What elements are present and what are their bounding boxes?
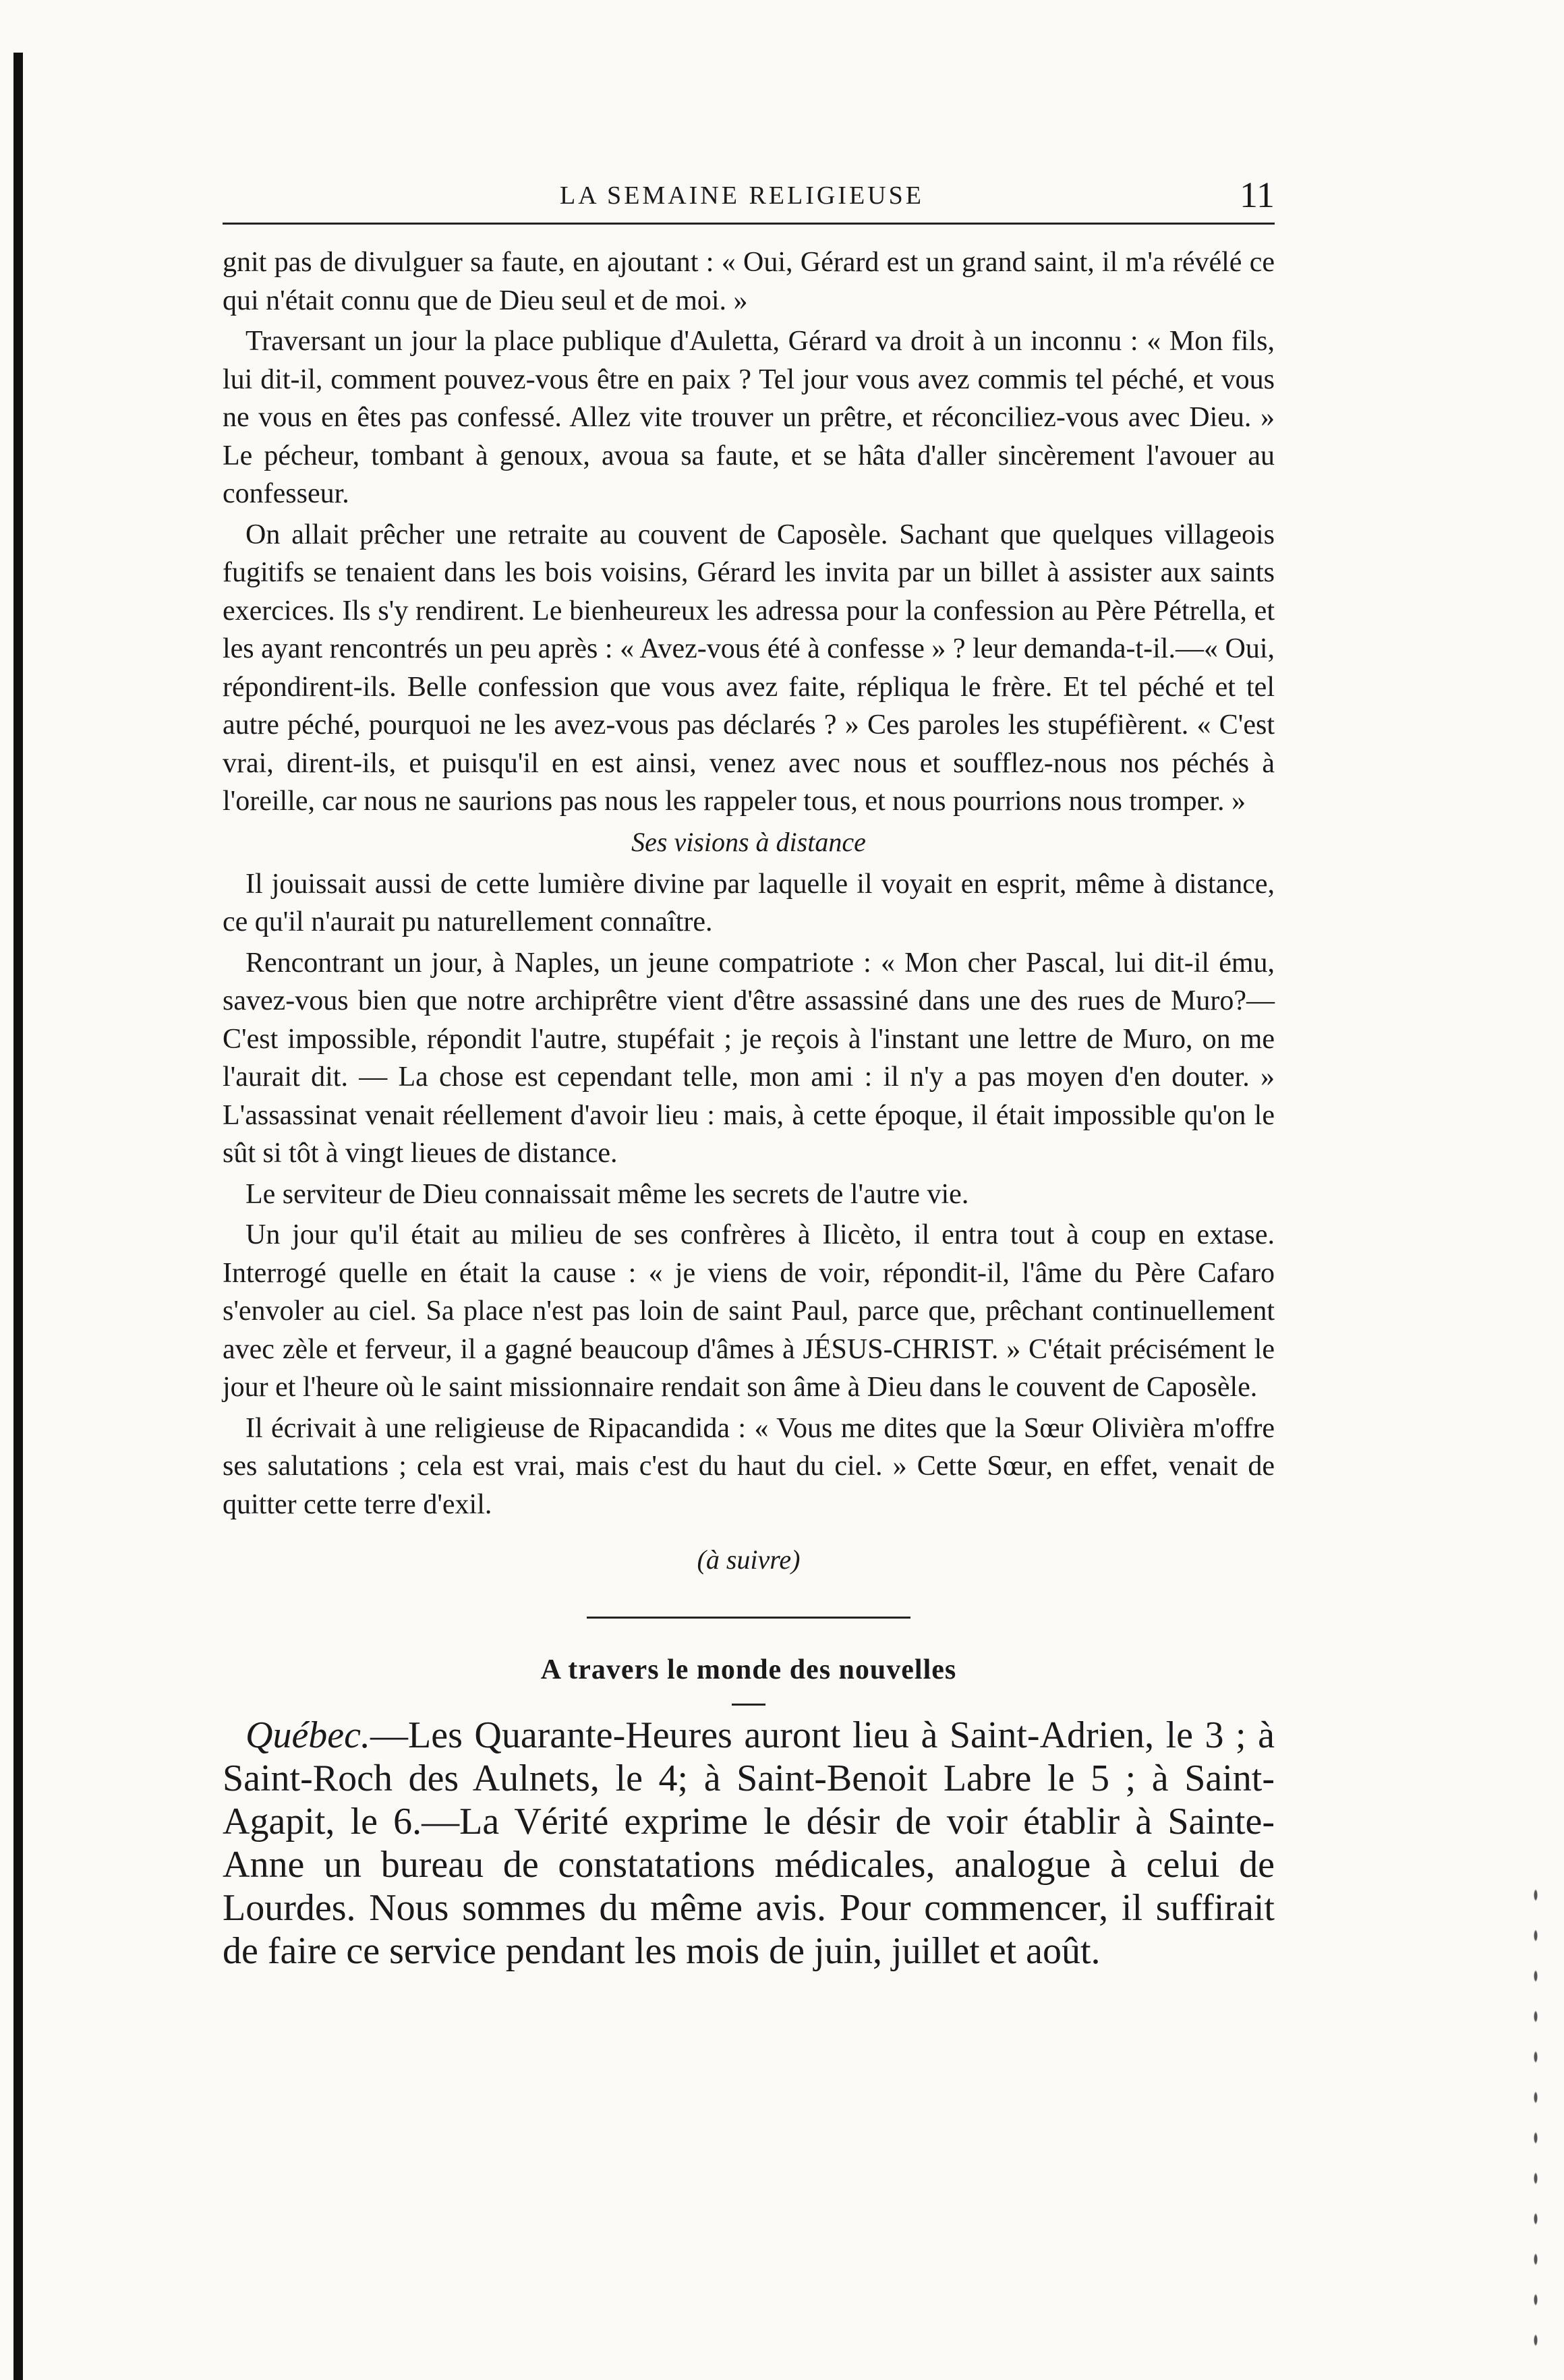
running-title: LA SEMAINE RELIGIEUSE (560, 181, 924, 210)
paragraph: On allait prêcher une retraite au couvent de Caposèle. Sachant que quelques villageois fugitifs se tenaient dans les bois voisins, Gérard les invita par un billet à assister aux saints exercices. Ils s'y rendirent. Le bienheureux les adressa pour la confession au Père Pétrella, et les ayant rencontrés un peu après : « Avez-vous été à confesse » ? leur demanda-t-il.—« Oui, répondirent-ils. Belle confession que vous avez faite, répliqua le frère. Et tel péché et tel autre péché, pourquoi ne les avez-vous pas déclarés ? » Ces paroles les stupéfièrent. « C'est vrai, dirent-ils, et puisqu'il en est ainsi, venez avec nous et soufflez-nous nos péchés à l'oreille, car nous ne saurions pas nous les rappeler tous, et nous pourrions nous tromper. » (223, 519, 1275, 817)
section-subheading: Ses visions à distance (631, 826, 866, 857)
news-body (223, 1714, 1275, 1973)
news-lead: Québec. (245, 1714, 371, 1756)
heading-rule (732, 1704, 765, 1706)
paragraph: Le serviteur de Dieu connaissait même les secrets de l'autre vie. (245, 1178, 969, 1210)
margin-specks (1529, 1875, 1542, 2347)
news-paragraph (223, 1714, 1275, 1973)
scan-edge-bar (13, 53, 23, 2380)
article-body (223, 243, 1275, 1579)
running-header (223, 169, 1275, 225)
paragraph: Traversant un jour la place publique d'Auletta, Gérard va droit à un inconnu : « Mon fils, lui dit-il, comment pouvez-vous être en paix ? Tel jour vous avez commis tel péché, et vous ne vous en êtes pas confessé. Allez vite trouver un prêtre, et réconciliez-vous avec Dieu. » Le pécheur, tombant à genoux, avoua sa faute, et se hâta d'aller sincèrement l'avouer au confesseur. (223, 326, 1275, 509)
paragraph: gnit pas de divulguer sa faute, en ajoutant : « Oui, Gérard est un grand saint, il m'a révélé ce qui n'était connu que de Dieu seul et de moi. » (223, 247, 1275, 316)
paragraph: Rencontrant un jour, à Naples, un jeune compatriote : « Mon cher Pascal, lui dit-il ému, savez-vous bien que notre archiprêtre vient d'être assassiné dans une des rues de Muro?—C'est impossible, répondit l'autre, stupéfait ; je reçois à l'instant une lettre de Muro, on me l'aurait dit. — La chose est cependant telle, mon ami : il n'y a pas moyen d'en douter. » L'assassinat venait réellement d'avoir lieu : mais, à cette époque, il était impossible qu'on le sût si tôt à vingt lieues de distance. (223, 947, 1275, 1169)
paragraph: Il écrivait à une religieuse de Ripacandida : « Vous me dites que la Sœur Olivièra m'offre ses salutations ; cela est vrai, mais c'est du haut du ciel. » Cette Sœur, en effet, venait de quitter cette terre d'exil. (223, 1412, 1275, 1520)
news-text: —Les Quarante-Heures auront lieu à Saint-Adrien, le 3 ; à Saint-Roch des Aulnets, le 4; à Saint-Benoit Labre le 5 ; à Saint-Agapit, le 6.—La Vérité exprime le désir de voir établir à Sainte-Anne un bureau de constatations médicales, analogue à celui de Lourdes. Nous sommes du même avis. Pour commencer, il suffirait de faire ce service pendant les mois de juin, juillet et août. (223, 1714, 1275, 1972)
news-heading: A travers le monde des nouvelles (540, 1654, 957, 1685)
page-number: 11 (1240, 175, 1275, 215)
section-divider (587, 1617, 910, 1619)
to-be-continued: (à suivre) (697, 1544, 801, 1575)
paragraph: Un jour qu'il était au milieu de ses confrères à Ilicèto, il entra tout à coup en extase. Interrogé quelle en était la cause : « je viens de voir, répondit-il, l'âme du Père Cafaro s'envoler au ciel. Sa place n'est pas loin de saint Paul, parce que, prêchant continuellement avec zèle et ferveur, il a gagné beaucoup d'âmes à JÉSUS-CHRIST. » C'était précisément le jour et l'heure où le saint missionnaire rendait son âme à Dieu dans le couvent de Caposèle. (223, 1219, 1275, 1403)
page (223, 169, 1275, 1973)
paragraph: Il jouissait aussi de cette lumière divine par laquelle il voyait en esprit, même à distance, ce qu'il n'aurait pu naturellement connaître. (223, 868, 1275, 937)
